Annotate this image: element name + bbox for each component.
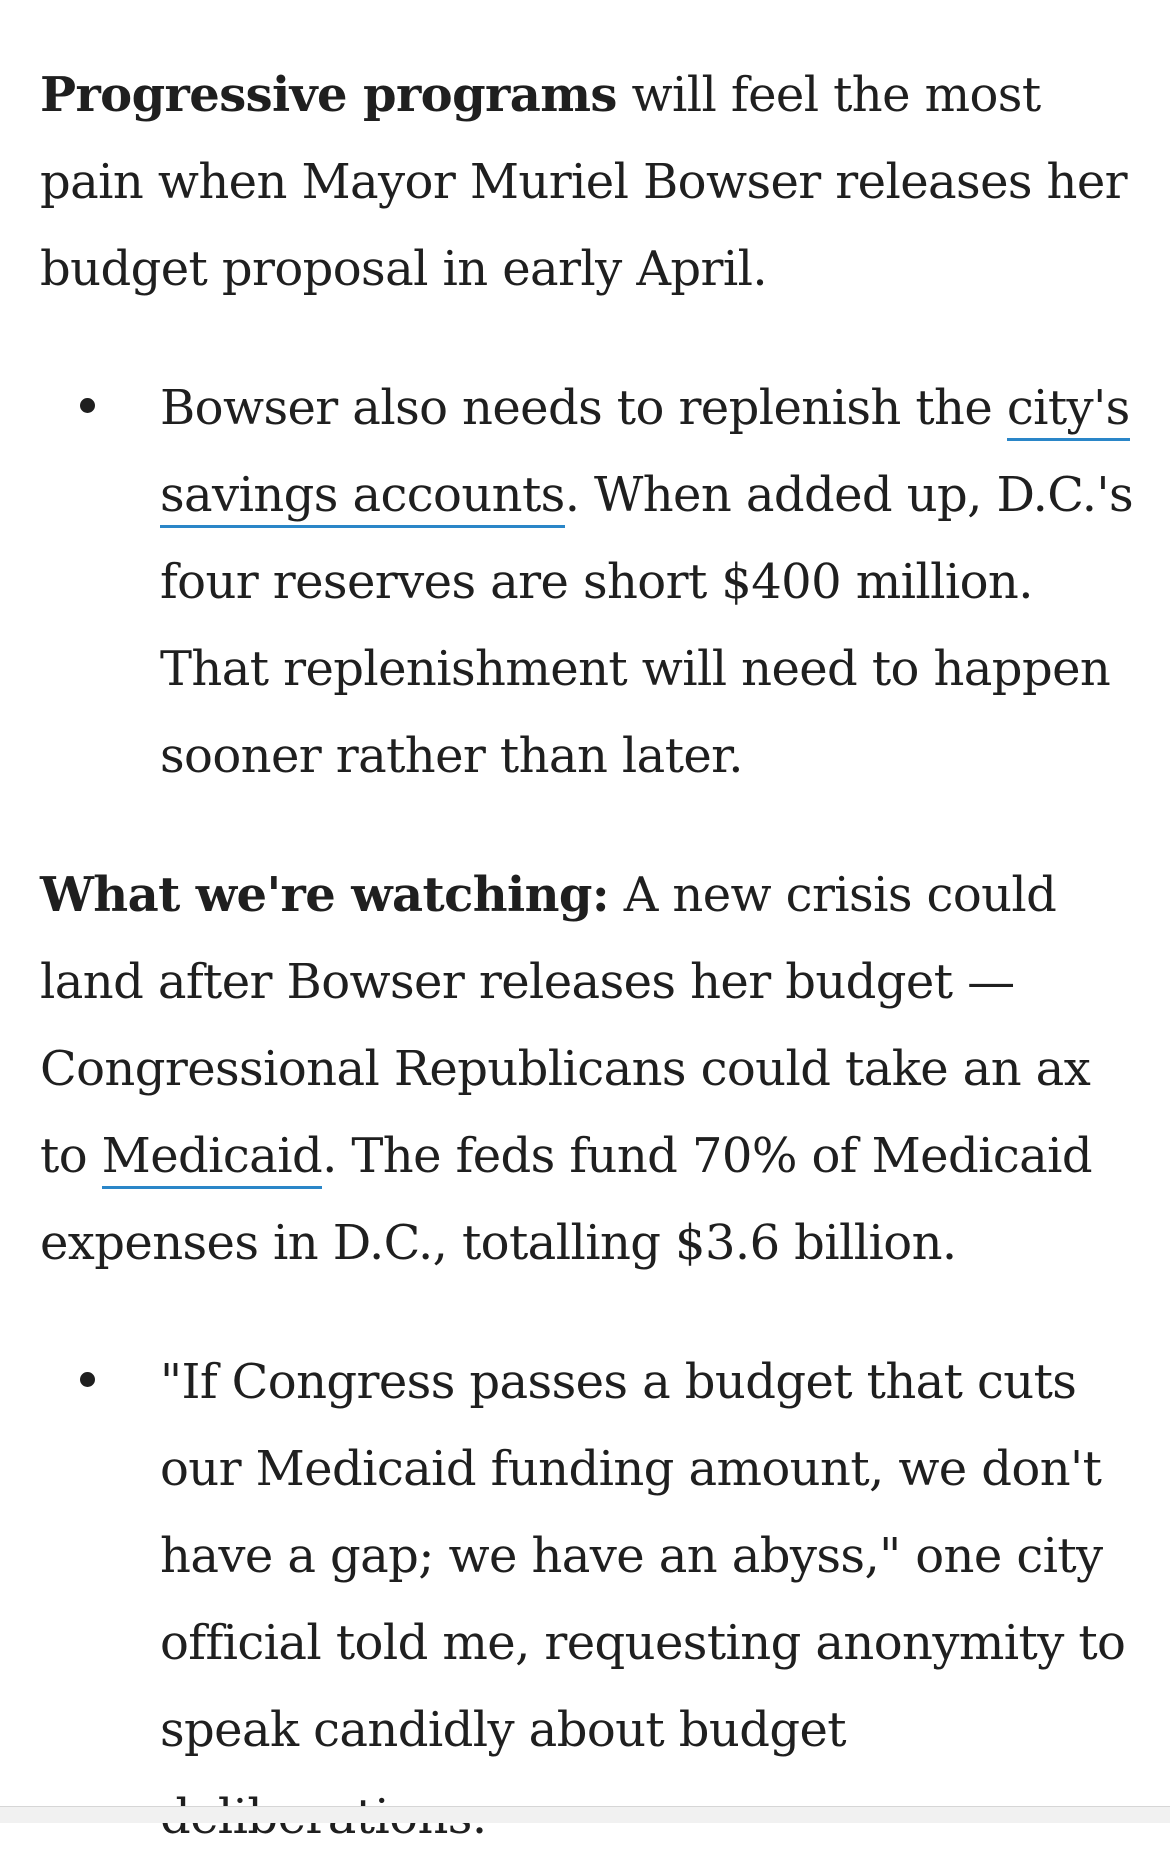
savings-accounts-link[interactable]: city's savings accounts: [160, 380, 1130, 528]
paragraph-progressive-programs: [40, 52, 1140, 313]
bullet-quote-text: "If Congress passes a budget that cuts our Medicaid funding amount, we don't have a gap; we have an abyss," one city official told me, requesting anonymity to speak candidly about budget: [160, 1354, 1126, 1758]
paragraph-lead: What we're watching:: [40, 867, 610, 923]
paragraph-text: A new crisis could land after Bowser releases her budget — Congressional Republicans could take an ax to: [40, 867, 1091, 1184]
bullet-dot-icon: [80, 398, 95, 413]
paragraph-what-were-watching: [40, 852, 1140, 1287]
bullet-list-quote: [40, 1339, 1140, 1861]
bullet-text-after: . When added up, D.C.'s four reserves are short $400 million. That replenishment will need to happen sooner rather than later.: [160, 467, 1133, 784]
bullet-text-before: Bowser also needs to replenish the: [160, 380, 1007, 436]
paragraph-text: will feel the most pain when Mayor Muriel Bowser releases her budget proposal in early April.: [40, 67, 1128, 297]
medicaid-link[interactable]: Medicaid: [102, 1128, 322, 1189]
bottom-divider: [0, 1806, 1170, 1823]
paragraph-lead: Progressive programs: [40, 67, 617, 123]
paragraph-text-end: . The feds fund 70% of Medicaid expenses in D.C., totalling $3.6 billion.: [40, 1128, 1093, 1271]
bullet-dot-icon: [80, 1372, 95, 1387]
list-item: [160, 1339, 1140, 1861]
bullet-list-reserves: [40, 365, 1140, 800]
article-body: [40, 52, 1140, 1861]
list-item: [160, 365, 1140, 800]
